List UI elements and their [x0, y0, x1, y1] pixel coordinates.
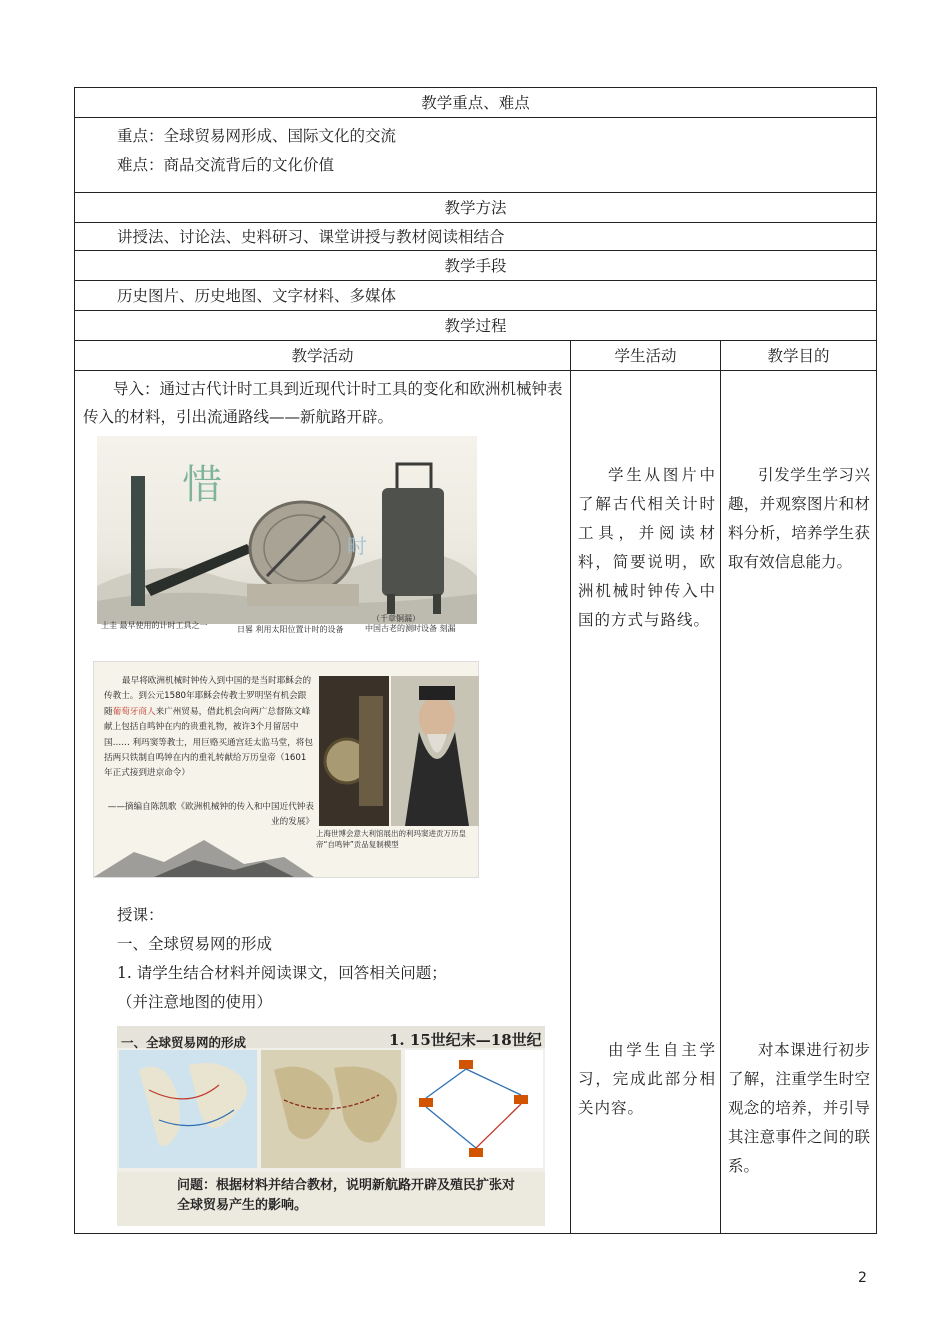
lesson-note: （并注意地图的使用）	[117, 993, 273, 1011]
trade-route-maps	[119, 1050, 543, 1168]
lesson-section	[117, 901, 557, 1017]
process-content-row	[75, 371, 876, 1233]
means-header: 教学手段	[75, 251, 876, 281]
means-body: 历史图片、历史地图、文字材料、多媒体	[75, 281, 876, 311]
lesson-question: 1. 请学生结合材料并阅读课文，回答相关问题；	[117, 964, 447, 982]
method-header: 教学方法	[75, 193, 876, 223]
student-cell	[571, 371, 721, 1233]
trade-network-slide	[117, 1026, 545, 1226]
timekeeping-illustration	[97, 436, 477, 624]
slide-question: 问题：根据材料并结合教材，说明新航路开辟及殖民扩张对全球贸易产生的影响。	[177, 1178, 516, 1213]
small-char: 时	[347, 534, 367, 558]
student-block-1: 学生从图片中了解古代相关计时工具，并阅读材料，简要说明，欧洲机械时钟传入中国的方式与路线。	[578, 466, 716, 629]
slide-heading: 一、全球贸易网的形成	[121, 1035, 247, 1050]
big-char: 惜	[182, 462, 222, 508]
clock-image-caption: 上海世博会意大利馆展出的利玛窦进贡万历皇帝“自鸣钟”贡品复制模型	[316, 829, 466, 849]
process-header: 教学过程	[75, 311, 876, 341]
key-point-line: 重点：全球贸易网形成、国际文化的交流	[117, 127, 397, 145]
clock-text-highlight: 葡萄牙商人	[112, 706, 156, 717]
column-header-student: 学生活动	[571, 341, 721, 370]
caption-louhu-1: （千章铜漏）	[372, 614, 420, 623]
lesson-label: 授课：	[117, 906, 164, 924]
lesson-plan-table	[74, 87, 877, 1234]
clock-text-after: 来广州贸易，借此机会向两广总督陈文峰献上包括自鸣钟在内的贵重礼物，被许3个月留居中国…… 利玛窦等教士，用巨赂买通宫廷太监马堂，将包括两只铁制自鸣钟在内的重礼转献给万历皇帝（1601年正式接到进京命令）	[104, 706, 313, 779]
timekeeping-tools-image	[97, 436, 477, 634]
difficulty-line: 难点：商品交流背后的文化价值	[117, 156, 335, 174]
key-points-header: 教学重点、难点	[75, 88, 876, 118]
caption-tugui: 土圭 最早使用的计时工具之一	[101, 621, 208, 630]
activity-cell	[75, 371, 571, 1233]
clock-material-source: ——摘编自陈凯歌《欧洲机械钟的传入和中国近代钟表业的发展》	[107, 802, 314, 827]
section-title: 一、全球贸易网的形成	[117, 935, 273, 953]
purpose-block-1: 引发学生学习兴趣，并观察图片和材料分析，培养学生获取有效信息能力。	[728, 466, 870, 571]
clock-and-portrait-photo	[319, 676, 479, 826]
method-body: 讲授法、讨论法、史料研习、课堂讲授与教材阅读相结合	[75, 223, 876, 251]
clock-material-image	[93, 661, 479, 878]
student-block-2: 由学生自主学习，完成此部分相关内容。	[578, 1041, 716, 1117]
caption-louhu-2: 中国古老的测时设备 刻漏	[365, 624, 456, 633]
column-header-activity: 教学活动	[75, 341, 571, 370]
clock-material-text	[104, 674, 314, 782]
intro-paragraph: 导入：通过古代计时工具到近现代计时工具的变化和欧洲机械钟表传入的材料，引出流通路线——新航路开辟。	[83, 380, 563, 426]
page-number: 2	[858, 1270, 867, 1286]
key-points-body	[75, 118, 876, 193]
clock-text-before: 最早将欧洲机械时钟传入到中国的是当时耶稣会的传教士。到公元1580年耶稣会传教士罗明坚有机会跟随	[104, 676, 312, 717]
purpose-cell	[721, 371, 876, 1233]
ink-mountains	[94, 822, 478, 877]
column-header-purpose: 教学目的	[767, 347, 830, 365]
process-column-headers	[75, 341, 876, 371]
purpose-block-2: 对本课进行初步了解，注重学生时空观念的培养，并引导其注意事件之间的联系。	[728, 1041, 870, 1175]
caption-rigui: 日晷 利用太阳位置计时的设备	[237, 625, 344, 634]
slide-period: 1. 15世纪末—18世纪	[389, 1031, 542, 1049]
